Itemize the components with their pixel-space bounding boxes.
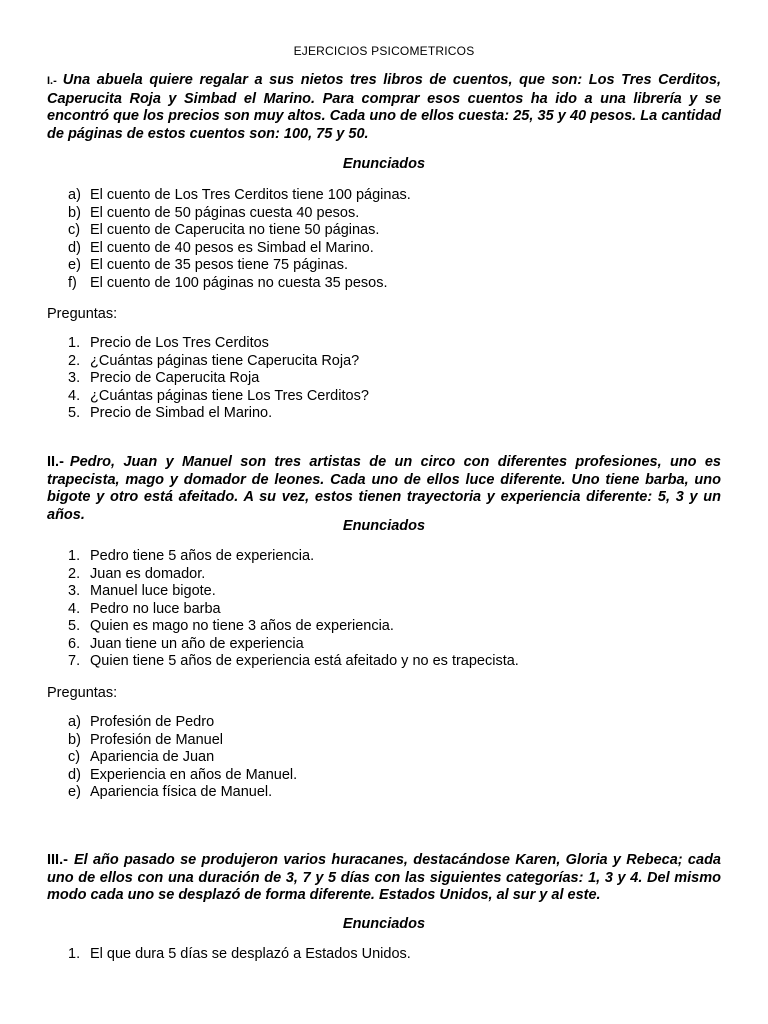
problem-2-enunciados-list (68, 548, 728, 671)
problem-3-numeral: III.- (47, 852, 68, 868)
list-item: b) El cuento de 50 páginas cuesta 40 pesos. (68, 204, 360, 221)
list-item: a) Profesión de Pedro (68, 714, 215, 730)
problem-1-preguntas-label: Preguntas: (47, 306, 118, 322)
list-item: 4. Pedro no luce barba (68, 600, 221, 617)
list-item: 3. Precio de Caperucita Roja (68, 370, 260, 386)
problem-2-preguntas-list (68, 714, 728, 802)
list-item: d) Experiencia en años de Manuel. (68, 766, 298, 783)
list-item: 1. Pedro tiene 5 años de experiencia. (68, 548, 315, 564)
list-item: c) El cuento de Caperucita no tiene 50 páginas. (68, 222, 380, 238)
list-item: d) El cuento de 40 pesos es Simbad el Marino. (68, 239, 374, 256)
problem-1-statement (47, 72, 721, 143)
list-item: 5. Precio de Simbad el Marino. (68, 405, 273, 421)
list-item: 1. El que dura 5 días se desplazó a Estados Unidos. (68, 946, 411, 962)
problem-1-preguntas-list (68, 335, 728, 423)
problem-1-numeral: I.- (47, 75, 57, 87)
problem-3-enunciados-list (68, 946, 728, 964)
list-item: 3. Manuel luce bigote. (68, 583, 216, 599)
list-item: e) El cuento de 35 pesos tiene 75 páginas. (68, 257, 348, 273)
list-item: 1. Precio de Los Tres Cerditos (68, 335, 269, 351)
list-item: e) Apariencia física de Manuel. (68, 784, 273, 800)
problem-1-enunciados-list (68, 187, 728, 292)
list-item: c) Apariencia de Juan (68, 749, 215, 765)
problem-2-numeral: II.- (47, 454, 64, 470)
list-item: a) El cuento de Los Tres Cerditos tiene 100 páginas. (68, 187, 411, 203)
list-item: 4. ¿Cuántas páginas tiene Los Tres Cerditos? (68, 387, 369, 404)
problem-2-enunciados-heading: Enunciados (342, 518, 426, 534)
problem-1-enunciados-heading: Enunciados (342, 156, 426, 172)
problem-2-text: Pedro, Juan y Manuel son tres artistas de un circo con diferentes profesiones, uno es trapecista, mago y domador de leones. Cada uno de ellos luce diferente. Uno tiene barba, uno bigote y otro está afeitado. A su vez, estos tienen trayectoria y experiencia diferente: 5, 3 y un años. (47, 454, 721, 523)
problem-3-text: El año pasado se produjeron varios huracanes, destacándose Karen, Gloria y Rebeca; cada uno de ellos con una duración de 3, 7 y 5 días con las siguientes categorías: 1, 3 y 4. Del mismo modo cada uno se desplazó de forma diferente. Estados Unidos, al sur y al este. (47, 852, 721, 904)
problem-1-text: Una abuela quiere regalar a sus nietos tres libros de cuentos, que son: Los Tres Cerditos, Caperucita Roja y Simbad el Marino. Para comprar esos cuentos ha ido a una librería y se encontró que los precios son muy altos. Cada uno de ellos cuesta: 25, 35 y 40 pesos. La cantidad de páginas de estos cuentos son: 100, 75 y 50. (47, 72, 721, 142)
list-item: 5. Quien es mago no tiene 3 años de experiencia. (68, 618, 394, 634)
document-title: EJERCICIOS PSICOMETRICOS (293, 44, 475, 58)
list-item: f) El cuento de 100 páginas no cuesta 35 pesos. (68, 274, 388, 291)
list-item: 2. ¿Cuántas páginas tiene Caperucita Roja? (68, 352, 360, 369)
list-item: 6. Juan tiene un año de experiencia (68, 635, 304, 652)
list-item: 7. Quien tiene 5 años de experiencia está afeitado y no es trapecista. (68, 653, 519, 669)
list-item: b) Profesión de Manuel (68, 731, 223, 748)
list-item: 2. Juan es domador. (68, 565, 206, 582)
problem-2-preguntas-label: Preguntas: (47, 685, 118, 701)
problem-3-statement (47, 852, 721, 905)
problem-3-enunciados-heading: Enunciados (342, 916, 426, 932)
problem-2-statement (47, 454, 721, 524)
